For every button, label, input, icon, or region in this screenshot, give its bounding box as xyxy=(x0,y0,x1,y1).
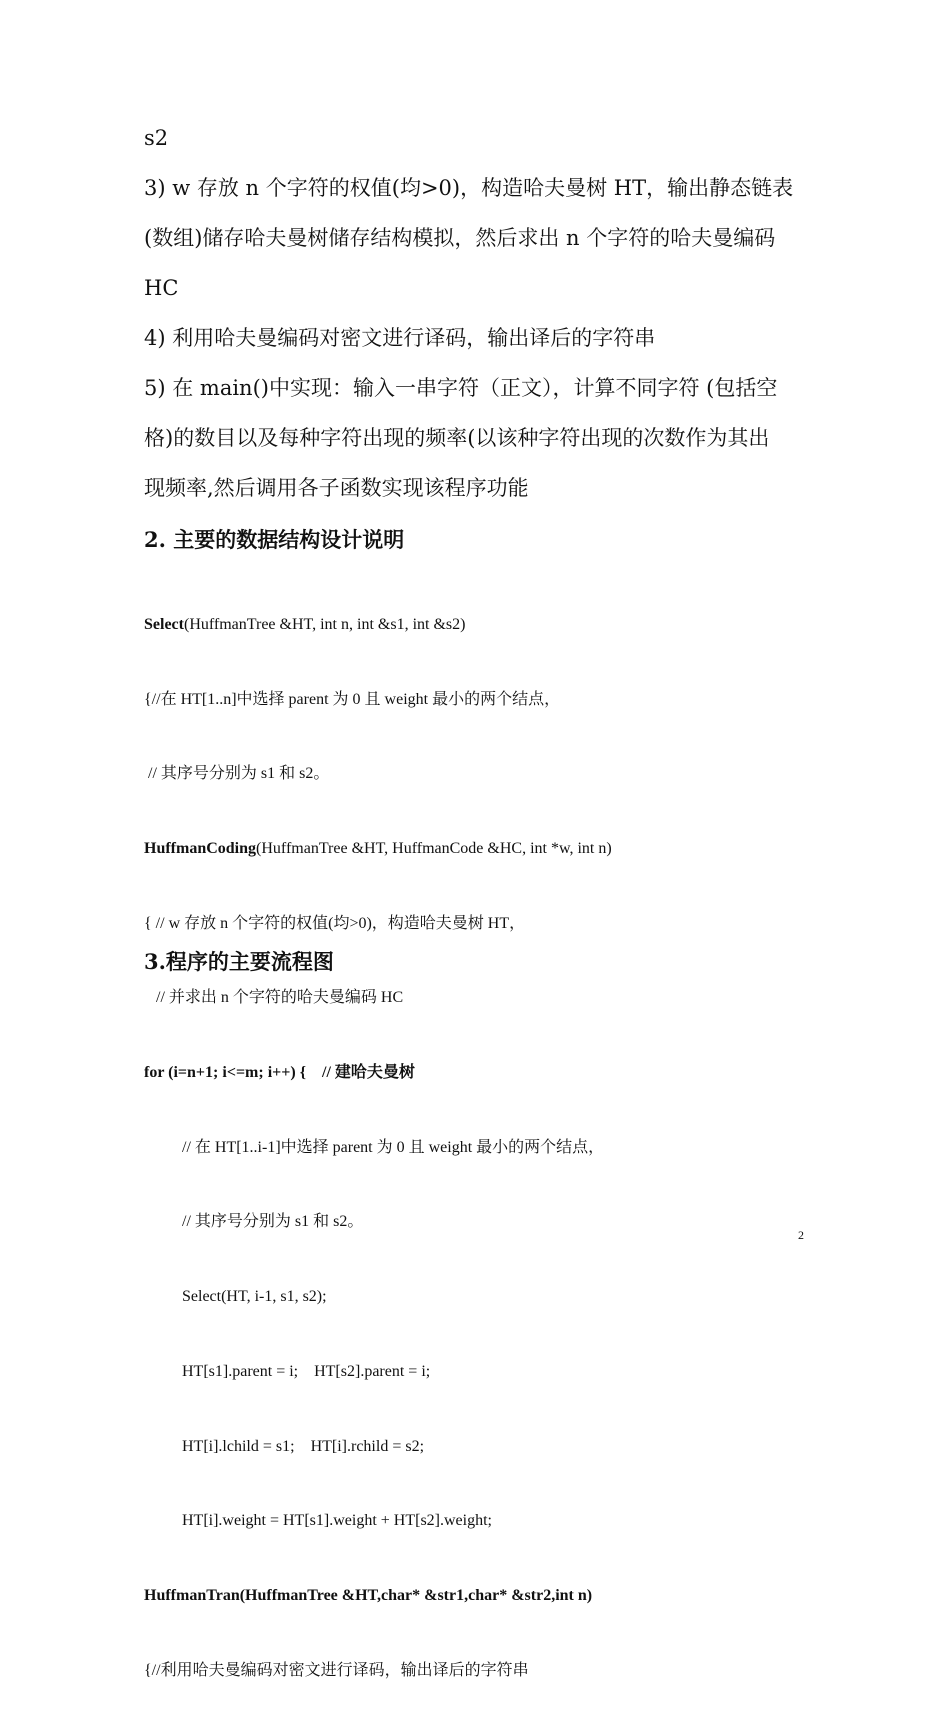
code-line: Select(HT, i-1, s1, s2); xyxy=(182,1288,327,1306)
code-line: HuffmanTran(HuffmanTree &HT,char* &str1,char* &str2,int n) xyxy=(144,1586,593,1604)
section-heading-3: 3.程序的主要流程图 xyxy=(144,949,334,974)
text-line: 现频率,然后调用各子函数实现该程序功能 xyxy=(144,476,529,500)
function-name: HuffmanCoding xyxy=(144,839,257,857)
loop-statement: for (i=n+1; i<=m; i++) { // xyxy=(144,1064,335,1082)
code-line xyxy=(144,1061,612,1086)
code-line: // 在 HT[1..i-1]中选择 parent 为 0 且 weight 最小的两个结点， xyxy=(182,1138,605,1156)
code-line: { // w 存放 n 个字符的权值(均>0)，构造哈夫曼树 HT， xyxy=(144,914,526,932)
text-line: 3) w 存放 n 个字符的权值(均>0)，构造哈夫曼树 HT，输出静态链表 xyxy=(144,176,794,200)
code-line xyxy=(144,837,612,862)
text-line: 格)的数目以及每种字符出现的频率(以该种字符出现的次数作为其出 xyxy=(144,426,770,450)
section-heading-2: 2. 主要的数据结构设计说明 xyxy=(144,527,405,552)
code-block xyxy=(144,563,612,1733)
text-line: HC xyxy=(144,276,179,300)
code-line: {//利用哈夫曼编码对密文进行译码，输出译后的字符串 xyxy=(144,1661,529,1679)
code-line: HT[i].lchild = s1; HT[i].rchild = s2; xyxy=(182,1437,425,1455)
code-line: {//在 HT[1..n]中选择 parent 为 0 且 weight 最小的两个结点， xyxy=(144,690,561,708)
text-line: 5) 在 main()中实现：输入一串字符（正文），计算不同字符 (包括空 xyxy=(144,376,778,400)
text-line: s2 xyxy=(144,126,169,150)
loop-comment: 建哈夫曼树 xyxy=(334,1064,415,1082)
text-line: 4) 利用哈夫曼编码对密文进行译码，输出译后的字符串 xyxy=(144,326,656,350)
code-line xyxy=(144,613,612,638)
function-name: Select xyxy=(144,615,184,633)
function-signature: (HuffmanTree &HT, int n, int &s1, int &s2) xyxy=(183,615,466,633)
code-line: // 并求出 n 个字符的哈夫曼编码 HC xyxy=(144,989,404,1007)
code-line: // 其序号分别为 s1 和 s2。 xyxy=(182,1213,364,1231)
text-line: (数组)储存哈夫曼树储存结构模拟，然后求出 n 个字符的哈夫曼编码 xyxy=(144,226,776,250)
code-line: HT[i].weight = HT[s1].weight + HT[s2].weight; xyxy=(182,1512,492,1530)
page-number: 2 xyxy=(798,1228,804,1242)
requirements-text xyxy=(144,113,814,513)
code-line: HT[s1].parent = i; HT[s2].parent = i; xyxy=(182,1362,431,1380)
function-signature: (HuffmanTree &HT, HuffmanCode &HC, int *w, int n) xyxy=(256,839,612,857)
code-line: // 其序号分别为 s1 和 s2。 xyxy=(144,765,330,783)
